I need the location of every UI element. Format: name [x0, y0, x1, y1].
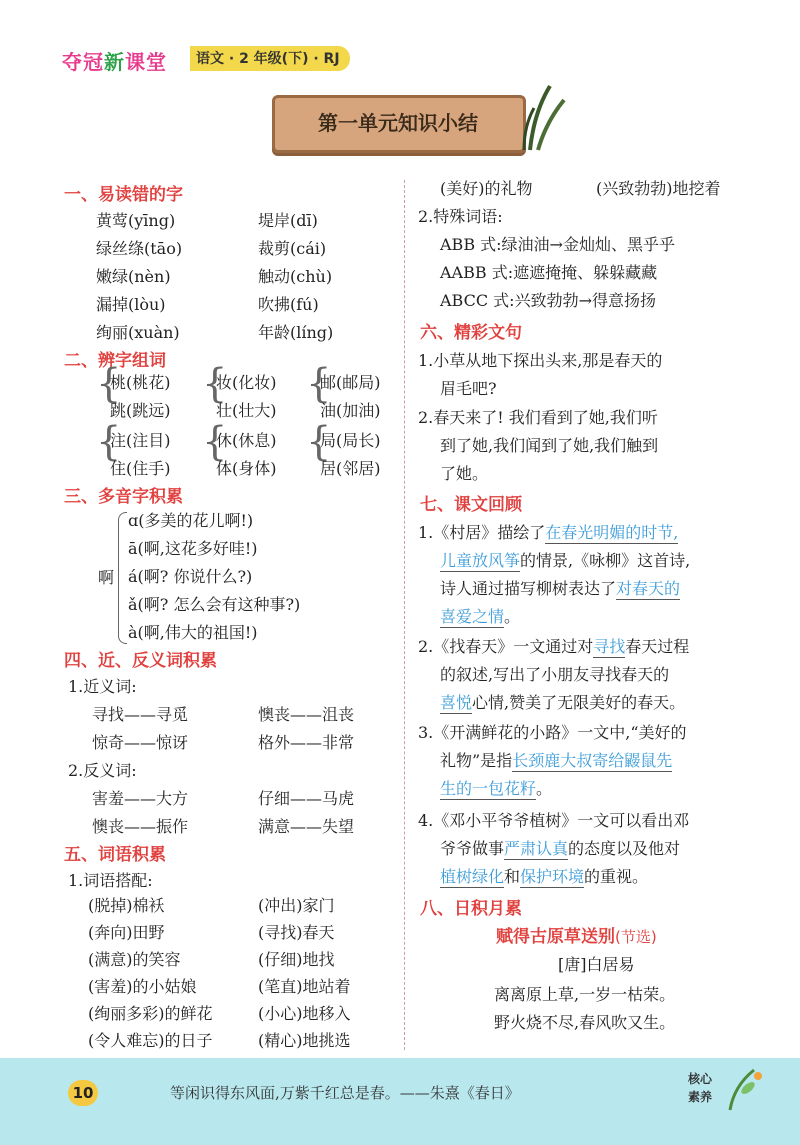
word-group: 局(局长) [320, 431, 381, 450]
polyphone-item: ā(啊,这花多好哇!) [128, 539, 258, 558]
word-pair: 寻找——寻觅 [92, 705, 189, 724]
word-group: 桃(桃花) [110, 373, 171, 392]
plant-icon [520, 82, 570, 152]
answer-blank: 严肃认真 [504, 839, 569, 858]
special-word: ABB 式:绿油油→金灿灿、黑乎乎 [440, 235, 675, 254]
answer-blank: 寻找 [593, 637, 626, 656]
word-group: 邮(邮局) [320, 373, 381, 392]
poem-author: [唐]白居易 [558, 955, 635, 974]
word-group: 油(加油) [320, 401, 381, 420]
word-item: 吹拂(fú) [258, 295, 319, 314]
sentence-line: 1.小草从地下探出头来,那是春天的 [418, 351, 663, 370]
word-pair: 害羞——大方 [92, 789, 189, 808]
collocation: (满意)的笑容 [88, 950, 181, 969]
polyphone-item: ɑ(多美的花儿啊!) [128, 511, 254, 530]
brand-logo: 夺冠新课堂 [62, 50, 167, 74]
poem-title: 赋得古原草送别(节选) [496, 927, 657, 947]
collocation: (脱掉)棉袄 [88, 896, 165, 915]
answer-blank: 长颈鹿大叔寄给鼹鼠先 [512, 751, 673, 770]
review-line: 1.《村居》描绘了在春光明媚的时节, [418, 523, 679, 542]
brace: { [202, 419, 228, 465]
word-item: 漏掉(lòu) [96, 295, 166, 314]
answer-blank: 儿童放风筝 [440, 551, 521, 570]
brace: { [306, 361, 332, 407]
page-title: 第一单元知识小结 [318, 111, 478, 135]
special-word: AABB 式:遮遮掩掩、躲躲藏藏 [440, 263, 658, 282]
word-item: 绚丽(xuàn) [96, 323, 180, 342]
section-heading-1: 一、易读错的字 [64, 185, 183, 205]
subject-tag: 语文 · 2 年级(下) · RJ [190, 46, 350, 71]
word-pair: 懊丧——振作 [92, 817, 189, 836]
review-line: 诗人通过描写柳树表达了对春天的 [440, 579, 681, 598]
answer-blank: 喜爱之情 [440, 607, 505, 626]
brace: { [202, 361, 228, 407]
section-heading-6: 六、精彩文句 [420, 323, 522, 343]
word-pair: 仔细——马虎 [258, 789, 355, 808]
sentence-line: 眉毛吧? [440, 379, 497, 398]
word-group: 体(身体) [216, 459, 277, 478]
footer-quote: 等闲识得东风面,万紫千红总是春。——朱熹《春日》 [170, 1084, 520, 1102]
sentence-line: 到了她,我们闻到了她,我们触到 [440, 436, 659, 455]
collocation: (冲出)家门 [258, 896, 335, 915]
answer-blank: 喜悦 [440, 693, 473, 712]
sentence-line: 了她。 [440, 464, 489, 483]
word-pair: 满意——失望 [258, 817, 355, 836]
word-item: 年龄(líng) [258, 323, 334, 342]
review-line: 喜爱之情。 [440, 607, 521, 626]
answer-blank: 植树绿化 [440, 867, 505, 886]
collocation: (绚丽多彩)的鲜花 [88, 1004, 213, 1023]
section-heading-7: 七、课文回顾 [420, 495, 522, 515]
section-heading-3: 三、多音字积累 [64, 487, 183, 507]
leaf-icon [724, 1066, 764, 1112]
collocation: (仔细)地找 [258, 950, 335, 969]
poem-line: 野火烧不尽,春风吹又生。 [494, 1013, 676, 1032]
answer-blank: 生的一包花籽 [440, 779, 537, 798]
review-line: 的叙述,写出了小朋友寻找春天的 [440, 665, 670, 684]
section-heading-2: 二、辨字组词 [64, 351, 166, 371]
word-item: 堤岸(dī) [258, 211, 318, 230]
collocation: (美好)的礼物 [440, 179, 533, 198]
word-pair: 懊丧——沮丧 [258, 705, 355, 724]
collocation: (令人难忘)的日子 [88, 1031, 213, 1050]
word-group: 休(休息) [216, 431, 277, 450]
polyphone-char: 啊 [98, 568, 115, 587]
brace [118, 512, 127, 644]
section-heading-5: 五、词语积累 [64, 845, 166, 865]
core-literacy-badge: 核心 素养 [688, 1072, 713, 1104]
word-group: 居(邻居) [320, 459, 381, 478]
review-line: 生的一包花籽。 [440, 779, 553, 798]
collocation: (笔直)地站着 [258, 977, 351, 996]
word-item: 裁剪(cái) [258, 239, 327, 258]
subheading: 2.反义词: [68, 761, 137, 780]
subheading: 1.近义词: [68, 677, 137, 696]
word-group: 妆(化妆) [216, 373, 277, 392]
word-group: 住(住手) [110, 459, 171, 478]
special-word: ABCC 式:兴致勃勃→得意扬扬 [440, 291, 656, 310]
word-item: 嫩绿(nèn) [96, 267, 171, 286]
collocation: (精心)地挑选 [258, 1031, 351, 1050]
word-item: 触动(chù) [258, 267, 333, 286]
review-line: 喜悦心情,赞美了无限美好的春天。 [440, 693, 686, 712]
page-number: 10 [68, 1080, 98, 1106]
poem-line: 离离原上草,一岁一枯荣。 [494, 985, 676, 1004]
review-line: 植树绿化和保护环境的重视。 [440, 867, 649, 886]
polyphone-item: ǎ(啊? 怎么会有这种事?) [128, 595, 301, 614]
review-line: 爷爷做事严肃认真的态度以及他对 [440, 839, 681, 858]
collocation: (奔向)田野 [88, 923, 165, 942]
brace: { [96, 419, 122, 465]
review-line: 2.《找春天》一文通过对寻找春天过程 [418, 637, 690, 656]
subheading: 2.特殊词语: [418, 207, 503, 226]
brace: { [96, 361, 122, 407]
collocation: (兴致勃勃)地挖着 [596, 179, 721, 198]
collocation: (寻找)春天 [258, 923, 335, 942]
review-line: 礼物”是指长颈鹿大叔寄给鼹鼠先 [440, 751, 673, 770]
word-pair: 惊奇——惊讶 [92, 733, 189, 752]
brace: { [306, 419, 332, 465]
word-item: 绿丝绦(tāo) [96, 239, 183, 258]
review-line: 3.《开满鲜花的小路》一文中,“美好的 [418, 723, 687, 742]
word-group: 壮(壮大) [216, 401, 277, 420]
collocation: (害羞)的小姑娘 [88, 977, 197, 996]
answer-blank: 对春天的 [616, 579, 681, 598]
word-group: 注(注目) [110, 431, 171, 450]
column-divider [404, 180, 405, 1050]
word-item: 黄莺(yīng) [96, 211, 176, 230]
subheading: 1.词语搭配: [68, 871, 153, 890]
answer-blank: 在春光明媚的时节, [545, 523, 679, 542]
collocation: (小心)地移入 [258, 1004, 351, 1023]
word-pair: 格外——非常 [258, 733, 355, 752]
polyphone-item: á(啊? 你说什么?) [128, 567, 253, 586]
sentence-line: 2.春天来了! 我们看到了她,我们听 [418, 408, 658, 427]
polyphone-item: à(啊,伟大的祖国!) [128, 623, 258, 642]
review-line: 4.《邓小平爷爷植树》一文可以看出邓 [418, 811, 690, 830]
section-heading-8: 八、日积月累 [420, 899, 522, 919]
word-group: 跳(跳远) [110, 401, 171, 420]
section-heading-4: 四、近、反义词积累 [64, 651, 217, 671]
answer-blank: 保护环境 [520, 867, 585, 886]
review-line: 儿童放风筝的情景,《咏柳》这首诗, [440, 551, 691, 570]
